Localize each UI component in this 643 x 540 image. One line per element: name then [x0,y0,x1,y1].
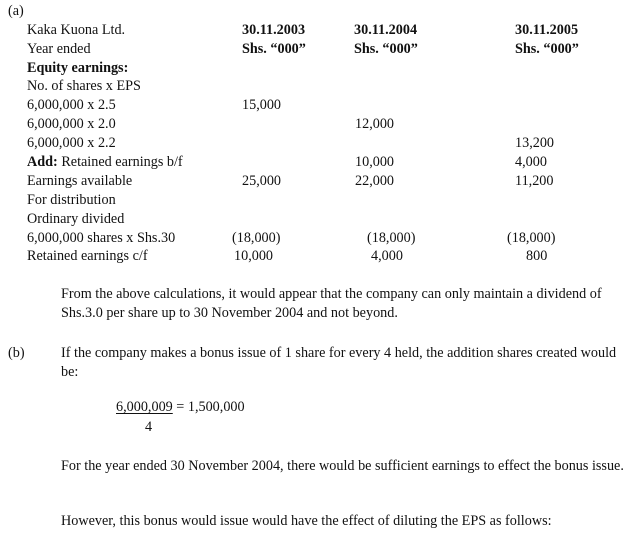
cell-value: (18,000) [367,230,416,246]
fraction-denominator: 4 [145,419,153,435]
cell-value: 4,000 [515,154,547,170]
column-header-unit: Shs. “000” [242,41,306,57]
column-header-date: 30.11.2004 [354,22,418,38]
column-header-date: 30.11.2005 [515,22,579,38]
cell-value: 800 [526,248,548,264]
cell-value: 4,000 [371,248,403,264]
cell-value: 10,000 [355,154,395,170]
part-b-paragraph-3: However, this bonus would issue would have the effect of diluting the EPS as follows: [61,513,552,529]
part-b-intro: If the company makes a bonus issue of 1 share for every 4 held, the addition shares created would be: [61,345,617,380]
part-b-paragraph-2: For the year ended 30 November 2004, there would be sufficient earnings to effect the bonus issue. [61,458,624,474]
company-name: Kaka Kuona Ltd. [27,22,126,38]
cell-value: 11,200 [515,173,554,189]
cell-value: 15,000 [242,97,282,113]
row-label: Equity earnings: [27,60,129,76]
row-label: 6,000,000 x 2.0 [27,116,116,132]
cell-value: (18,000) [232,230,281,246]
fraction-numerator: 6,000,009 [116,399,173,415]
fraction-result: = 1,500,000 [172,399,245,415]
cell-value: 12,000 [355,116,395,132]
column-header-date: 30.11.2003 [242,22,306,38]
row-label: For distribution [27,192,116,208]
column-header-unit: Shs. “000” [354,41,418,57]
row-label-add [27,153,183,172]
bonus-calculation [116,398,245,417]
add-keyword: Add: [27,154,58,170]
column-header-unit: Shs. “000” [515,41,579,57]
year-ended-label: Year ended [27,41,91,57]
cell-value: 13,200 [515,135,555,151]
row-label: Earnings available [27,173,133,189]
row-label: Retained earnings b/f [61,154,183,170]
part-a-label: (a) [8,3,24,19]
part-a-conclusion: From the above calculations, it would appear that the company can only maintain a dividend of Shs.3.0 per share up to 30 November 2004 and not beyond. [61,286,602,321]
cell-value: 10,000 [234,248,274,264]
row-label: 6,000,000 x 2.2 [27,135,116,151]
cell-value: 25,000 [242,173,282,189]
cell-value: 22,000 [355,173,395,189]
part-b-label: (b) [8,345,25,361]
row-label: No. of shares x EPS [27,78,141,94]
row-label: 6,000,000 x 2.5 [27,97,116,113]
row-label: 6,000,000 shares x Shs.30 [27,230,176,246]
cell-value: (18,000) [507,230,556,246]
row-label: Ordinary divided [27,211,125,227]
row-label: Retained earnings c/f [27,248,148,264]
